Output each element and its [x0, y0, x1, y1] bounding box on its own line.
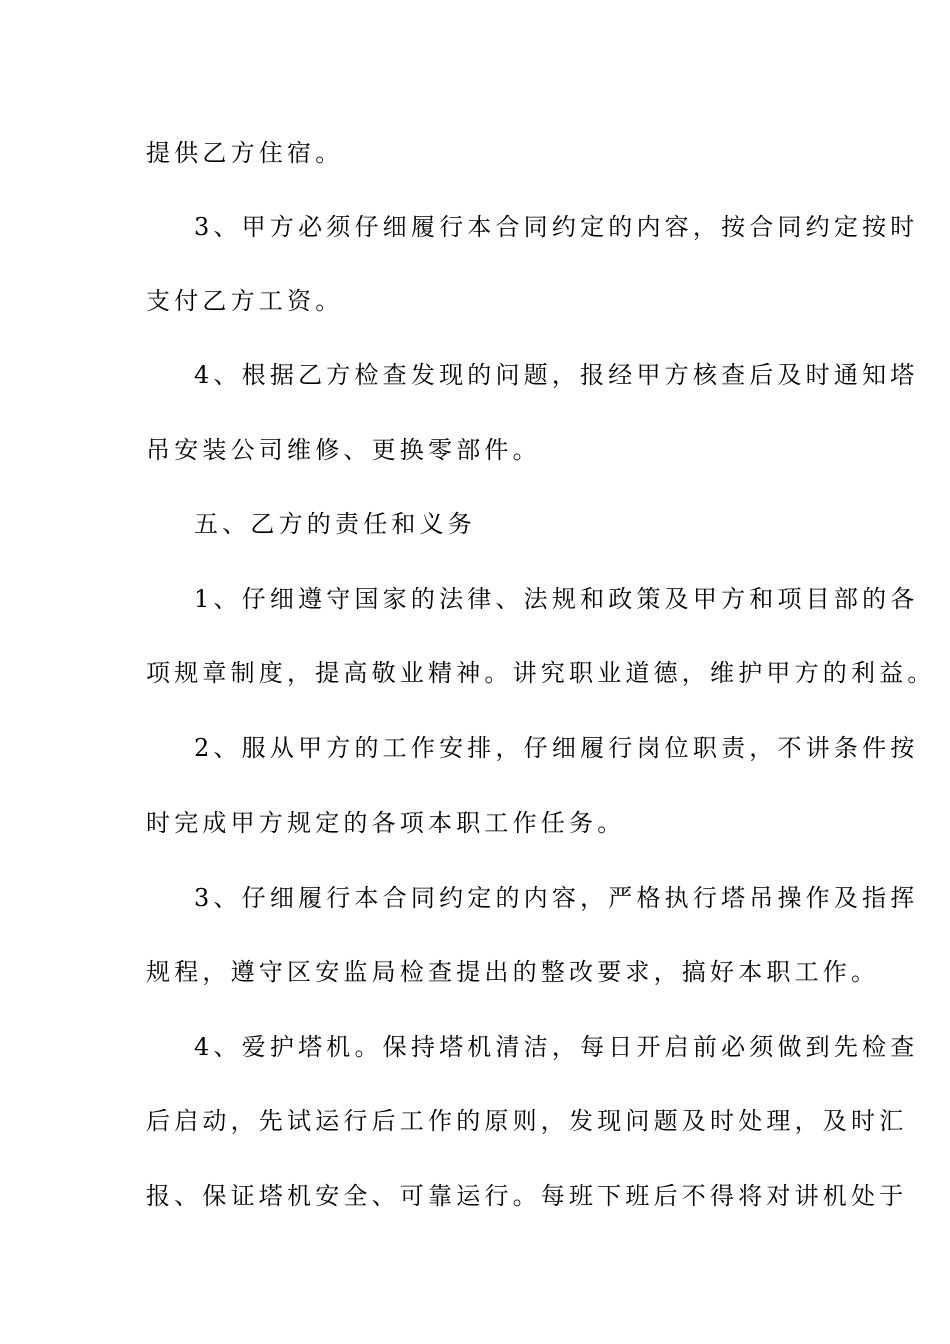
text-line: 3、仔细履行本合同约定的内容，严格执行塔吊操作及指挥 [194, 884, 919, 912]
text-line: 4、爱护塔机。保持塔机清洁，每日开启前必须做到先检查 [194, 1033, 919, 1061]
text-line: 支付乙方工资。 [146, 287, 344, 315]
text-line: 4、根据乙方检查发现的问题，报经甲方核查后及时通知塔 [194, 361, 919, 389]
text-line: 规程，遵守区安监局检查提出的整改要求，搞好本职工作。 [146, 958, 880, 986]
text-line: 吊安装公司维修、更换零部件。 [146, 436, 541, 464]
text-line: 时完成甲方规定的各项本职工作任务。 [146, 809, 626, 837]
text-line: 报、保证塔机安全、可靠运行。每班下班后不得将对讲机处于 [146, 1182, 908, 1210]
section-heading: 五、乙方的责任和义务 [194, 510, 476, 538]
text-line: 3、甲方必须仔细履行本合同约定的内容，按合同约定按时 [194, 213, 919, 241]
text-line: 项规章制度，提高敬业精神。讲究职业道德，维护甲方的利益。 [146, 659, 936, 687]
text-line: 1、仔细遵守国家的法律、法规和政策及甲方和项目部的各 [194, 585, 919, 613]
text-line: 提供乙方住宿。 [146, 139, 344, 167]
text-line: 2、服从甲方的工作安排，仔细履行岗位职责，不讲条件按 [194, 734, 919, 762]
text-line: 后启动，先试运行后工作的原则，发现问题及时处理，及时汇 [146, 1107, 908, 1135]
